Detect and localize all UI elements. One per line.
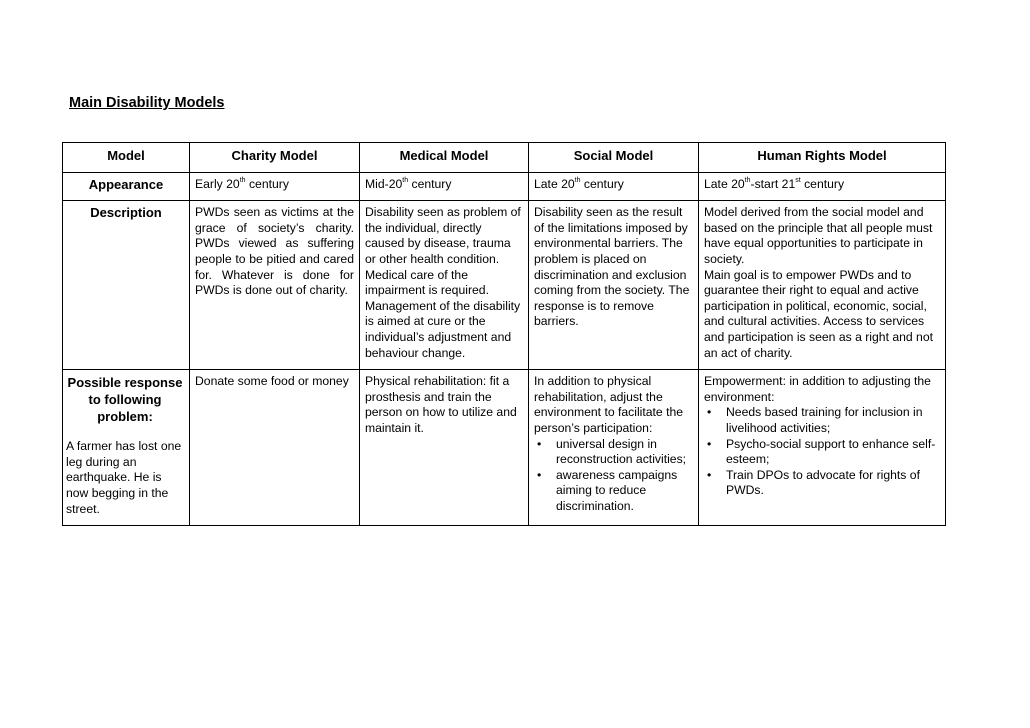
appearance-charity-sup: th: [239, 176, 246, 184]
header-charity-model: Charity Model: [190, 143, 360, 173]
appearance-medical-suffix: century: [408, 176, 452, 191]
appearance-social-suffix: century: [580, 176, 624, 191]
appearance-charity: [190, 172, 360, 201]
possible-response-heading: Possible response to following problem:: [67, 375, 183, 425]
header-social-model: Social Model: [529, 143, 699, 173]
header-model: Model: [63, 143, 190, 173]
row-label-appearance: Appearance: [63, 172, 190, 201]
bullet-icon: •: [707, 436, 712, 451]
response-medical: Physical rehabilitation: fit a prosthesis and train the person on how to utilize and maintain it.: [360, 370, 529, 526]
description-row: [63, 201, 946, 370]
disability-models-table: [62, 142, 946, 526]
response-social: [529, 370, 699, 526]
description-social: Disability seen as the result of the limitations imposed by environmental barriers. The problem is placed on discrimination and exclusion coming from the society. The response is to remove barriers.: [529, 201, 699, 370]
description-charity: PWDs seen as victims at the grace of society’s charity. PWDs viewed as suffering people to be pitied and cared for. Whatever is done for PWDs is done out of charity.: [190, 201, 360, 370]
list-item-text: Train DPOs to advocate for rights of PWDs.: [726, 467, 920, 498]
list-item: [704, 405, 940, 436]
bullet-icon: •: [707, 405, 712, 420]
appearance-medical-text: Mid-20: [365, 176, 403, 191]
appearance-rights-sup2: st: [795, 176, 801, 184]
appearance-row: [63, 172, 946, 201]
appearance-medical: [360, 172, 529, 201]
appearance-social-text: Late 20: [534, 176, 575, 191]
row-label-description: Description: [63, 201, 190, 370]
description-medical: Disability seen as problem of the individual, directly caused by disease, trauma or other health condition. Medical care of the impairment is required. Management of the disability is aimed at cure or the individual’s adjustment and behaviour change.: [360, 201, 529, 370]
description-rights-paragraph-2: Main goal is to empower PWDs and to guarantee their right to equal and active participation in political, economic, social, and cultural activities. Access to services and participation is seen as a right and not an act of charity.: [704, 267, 934, 360]
response-social-intro: In addition to physical rehabilitation, adjust the environment to facilitate the person’s participation:: [534, 374, 684, 435]
description-rights-paragraph-1: Model derived from the social model and based on the principle that all people must have equal opportunities to participate in society.: [704, 205, 933, 266]
response-rights-intro: Empowerment: in addition to adjusting the environment:: [704, 374, 931, 404]
appearance-social-sup: th: [574, 176, 581, 184]
page-title: Main Disability Models: [69, 95, 225, 111]
description-human-rights: [699, 201, 946, 370]
row-label-possible-response: [63, 370, 190, 526]
list-item-text: Needs based training for inclusion in livelihood activities;: [726, 405, 923, 435]
header-human-rights-model: Human Rights Model: [699, 143, 946, 173]
appearance-charity-text: Early 20: [195, 176, 240, 191]
appearance-rights-suffix: century: [800, 176, 845, 191]
response-row: [63, 370, 946, 526]
appearance-rights-text: Late 20: [704, 176, 745, 191]
list-item: [704, 437, 940, 468]
list-item-text: universal design in reconstruction activities;: [556, 436, 687, 467]
bullet-icon: •: [537, 467, 542, 482]
appearance-rights-mid: -start 21: [750, 176, 796, 191]
bullet-icon: •: [707, 467, 712, 482]
list-item: [534, 468, 693, 515]
list-item-text: awareness campaigns aiming to reduce discrimination.: [556, 467, 678, 513]
appearance-rights-sup: th: [744, 176, 751, 184]
table-header-row: [63, 143, 946, 173]
response-social-list: [534, 437, 693, 515]
response-charity: Donate some food or money: [190, 370, 360, 526]
response-rights-list: [704, 405, 940, 499]
appearance-charity-suffix: century: [245, 176, 289, 191]
appearance-human-rights: [699, 172, 946, 201]
problem-scenario: A farmer has lost one leg during an earthquake. He is now begging in the street.: [66, 439, 182, 516]
appearance-social: [529, 172, 699, 201]
list-item: [704, 468, 940, 499]
bullet-icon: •: [537, 436, 542, 451]
response-human-rights: [699, 370, 946, 526]
list-item-text: Psycho-social support to enhance self-esteem;: [726, 436, 936, 467]
header-medical-model: Medical Model: [360, 143, 529, 173]
appearance-medical-sup: th: [402, 176, 409, 184]
list-item: [534, 437, 693, 468]
